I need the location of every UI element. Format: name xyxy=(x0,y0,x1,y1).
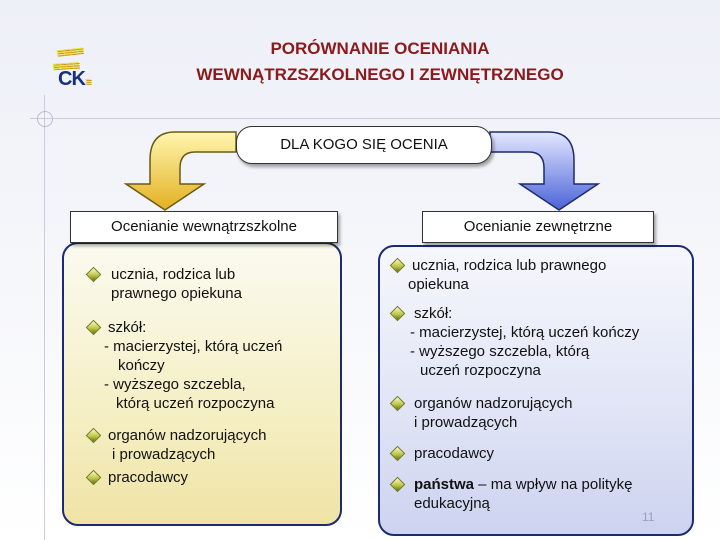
right-item-4 xyxy=(414,444,494,463)
right-item-1-line-2: opiekuna xyxy=(408,276,469,293)
right-item-5-rest: – ma wpływ na politykę xyxy=(474,476,633,493)
left-item-3 xyxy=(108,426,266,464)
left-item-2-line-1: szkół: xyxy=(108,319,147,336)
right-item-4-line-1: pracodawcy xyxy=(414,445,495,462)
left-item-2-line-2: - macierzystej, którą uczeń xyxy=(104,338,283,355)
right-item-1-line-1: ucznia, rodzica lub prawnego xyxy=(412,257,607,274)
right-item-5-line-1 xyxy=(414,475,632,494)
right-item-5-line-2: edukacyjną xyxy=(414,495,490,512)
right-item-3-line-1: organów nadzorujących xyxy=(414,395,573,412)
right-arrow xyxy=(490,132,598,210)
title-line-1: PORÓWNANIE OCENIANIA xyxy=(270,39,490,58)
title-line-2: WEWNĄTRZSZKOLNEGO I ZEWNĘTRZNEGO xyxy=(196,65,564,84)
left-item-2-line-3: kończy xyxy=(118,357,165,374)
left-item-1-line-2: prawnego opiekuna xyxy=(111,285,242,302)
left-item-1-line-1: ucznia, rodzica lub xyxy=(111,266,236,283)
right-item-2-line-3: - wyższego szczebla, którą xyxy=(410,343,590,360)
left-arrow xyxy=(126,132,236,210)
logo-scribble-1: ≡≡≡≡ xyxy=(55,42,84,61)
logo-ck-text: CK≡ xyxy=(58,68,91,90)
right-item-2-line-2: - macierzystej, którą uczeń kończy xyxy=(410,324,640,341)
right-item-3-line-2: i prowadzących xyxy=(414,414,518,431)
right-item-5-bold: państwa xyxy=(414,476,475,493)
left-header: Ocenianie wewnątrzszkolne xyxy=(70,211,338,243)
left-item-1 xyxy=(111,265,242,303)
left-item-4 xyxy=(108,468,188,487)
left-item-2-line-4: - wyższego szczebla, xyxy=(104,376,246,393)
left-item-3-line-2: i prowadzących xyxy=(112,446,216,463)
right-item-3 xyxy=(414,394,572,432)
left-item-2-line-5: którą uczeń rozpoczyna xyxy=(116,395,275,412)
subtitle-box: DLA KOGO SIĘ OCENIA xyxy=(236,126,492,164)
left-item-4-line-1: pracodawcy xyxy=(108,469,189,486)
right-item-2 xyxy=(410,304,640,380)
left-item-3-line-1: organów nadzorujących xyxy=(108,427,267,444)
right-item-1 xyxy=(408,256,607,294)
right-item-5 xyxy=(414,475,632,513)
left-item-2 xyxy=(104,318,283,413)
right-item-2-line-4: uczeń rozpoczyna xyxy=(420,362,541,379)
right-item-2-line-1: szkół: xyxy=(414,305,453,322)
page-number: 11 xyxy=(642,510,655,524)
right-header: Ocenianie zewnętrzne xyxy=(422,211,654,243)
logo-scribble-2: ≡≡≡≡ xyxy=(51,57,79,74)
